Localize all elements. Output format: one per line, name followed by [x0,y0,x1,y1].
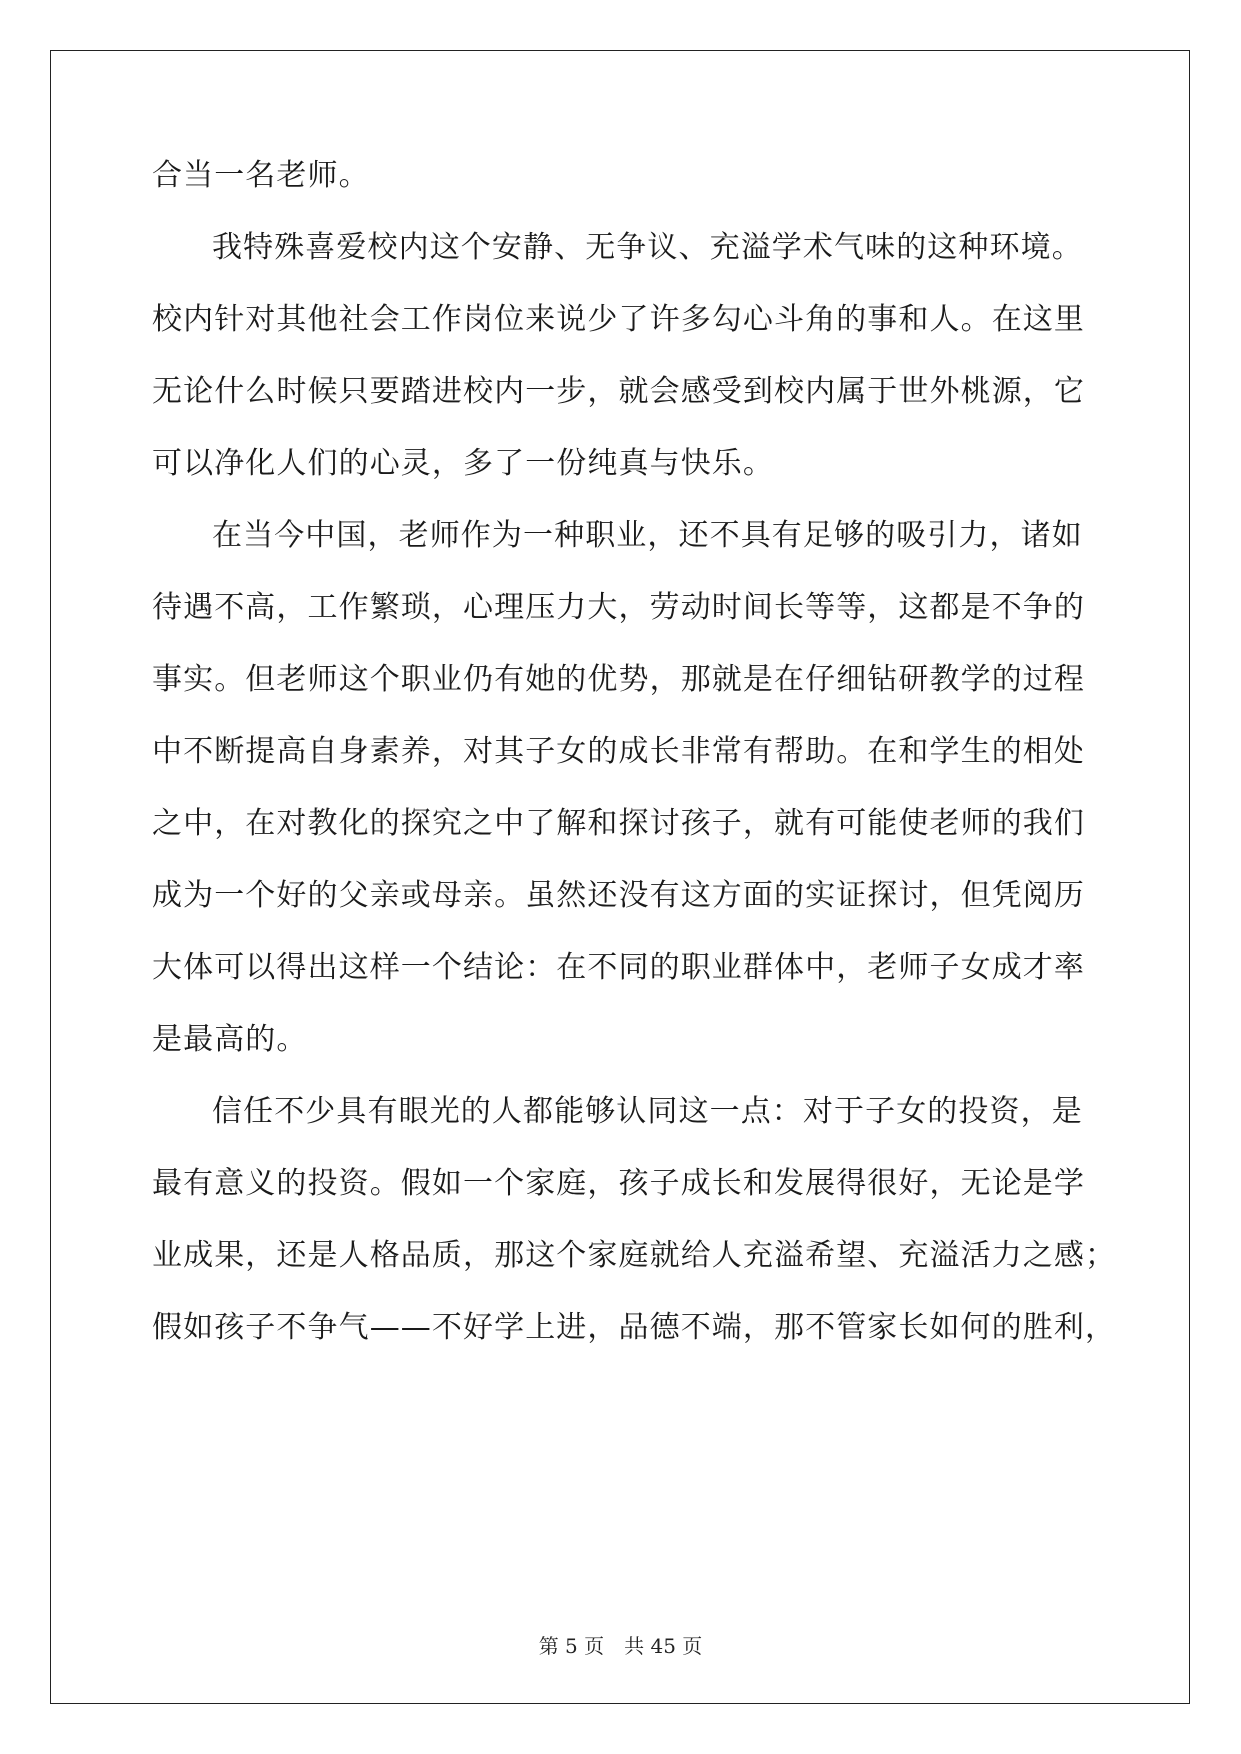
text-line: 成为一个好的父亲或母亲。虽然还没有这方面的实证探讨，但凭阅历 [152,878,1085,913]
page-footer [0,1630,1241,1659]
text-line: 之中，在对教化的探究之中了解和探讨孩子，就有可能使老师的我们 [152,806,1085,841]
text-line: 是最高的。 [152,1022,308,1057]
text-line: 待遇不高，工作繁琐，心理压力大，劳动时间长等等，这都是不争的 [152,590,1085,625]
text-line: 最有意义的投资。假如一个家庭，孩子成长和发展得很好，无论是学 [152,1166,1085,1201]
text-line: 大体可以得出这样一个结论：在不同的职业群体中，老师子女成才率 [152,950,1085,985]
page-number: 第 5 页 [538,1634,605,1658]
page-border [50,50,1190,1704]
text-line: 合当一名老师。 [152,158,370,193]
text-line: 事实。但老师这个职业仍有她的优势，那就是在仔细钻研教学的过程 [152,662,1085,697]
text-line: 中不断提高自身素养，对其子女的成长非常有帮助。在和学生的相处 [152,734,1085,769]
text-line: 无论什么时候只要踏进校内一步，就会感受到校内属于世外桃源，它 [152,374,1085,409]
paragraph-first-line: 在当今中国，老师作为一种职业，还不具有足够的吸引力，诸如 [212,518,1083,553]
text-line: 校内针对其他社会工作岗位来说少了许多勾心斗角的事和人。在这里 [152,302,1085,337]
paragraph-first-line: 信任不少具有眼光的人都能够认同这一点：对于子女的投资，是 [212,1094,1083,1129]
text-line: 业成果，还是人格品质，那这个家庭就给人充溢希望、充溢活力之感； [152,1238,1117,1273]
text-line: 可以净化人们的心灵，多了一份纯真与快乐。 [152,446,774,481]
page-total: 共 45 页 [624,1634,703,1658]
text-line: 假如孩子不争气——不好学上进，品德不端，那不管家长如何的胜利， [152,1310,1117,1345]
paragraph-first-line: 我特殊喜爱校内这个安静、无争议、充溢学术气味的这种环境。 [212,230,1083,265]
